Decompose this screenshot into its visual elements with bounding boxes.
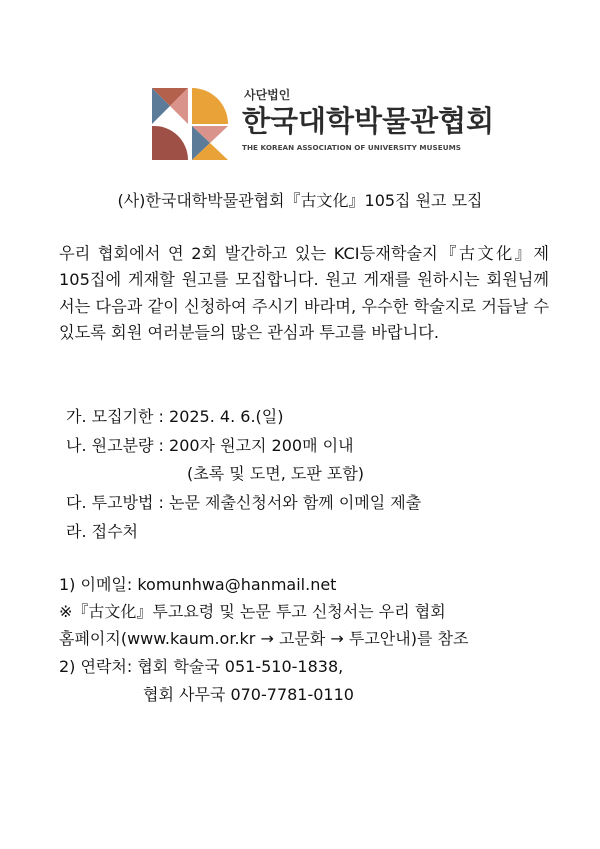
intro-paragraph: 우리 협회에서 연 2회 발간하고 있는 KCI등재학술지『古文化』제105집에 게재할 원고를 모집합니다. 원고 게재를 원하시는 회원님께서는 다음과 같이 신청하여 주시기 바라며, 우수한 학술지로 거듭날 수 있도록 회원 여러분들의 많은 관심과 투고를 바랍니다.: [59, 244, 549, 342]
logo-name: 한국대학박물관협회: [242, 104, 495, 138]
item-label: 가. 모집기한: [66, 407, 154, 426]
phone-line-1: 2) 연락처: 협회 학술국 051-510-1838,: [59, 657, 344, 676]
note-line-1: ※『古文化』투고요령 및 논문 투고 신청서는 우리 협회: [59, 602, 446, 621]
logo-mark-icon: [150, 86, 230, 161]
item-label: 다. 투고방법: [66, 493, 154, 512]
item-separator: :: [153, 436, 170, 455]
note-line-2: 홈페이지(www.kaum.or.kr → 고문화 → 투고안내)를 참조: [59, 629, 469, 648]
list-item-length-note: (초록 및 도면, 도판 포함): [187, 464, 365, 483]
item-label: 라. 접수처: [66, 522, 138, 541]
item-value: 2025. 4. 6.(일): [169, 407, 284, 426]
item-separator: :: [153, 493, 170, 512]
association-logo: [150, 86, 495, 166]
item-value: 200자 원고지 200매 이내: [169, 436, 354, 455]
list-item-receipt: [66, 520, 138, 544]
list-item-length: [66, 434, 354, 458]
item-value: 논문 제출신청서와 함께 이메일 제출: [169, 493, 422, 512]
list-item-method: [66, 491, 421, 515]
email-line: 1) 이메일: komunhwa@hanmail.net: [59, 575, 337, 594]
logo-subtitle: 사단법인: [244, 88, 291, 102]
list-item-deadline: [66, 405, 283, 429]
logo-text: [242, 88, 494, 154]
item-label: 나. 원고분량: [66, 436, 154, 455]
item-separator: :: [153, 407, 170, 426]
phone-line-2: 협회 사무국 070-7781-0110: [143, 685, 354, 704]
logo-english-name: THE KOREAN ASSOCIATION OF UNIVERSITY MUSEUMS: [242, 143, 462, 152]
page-title: (사)한국대학박물관협회『古文化』105집 원고 모집: [117, 191, 483, 210]
